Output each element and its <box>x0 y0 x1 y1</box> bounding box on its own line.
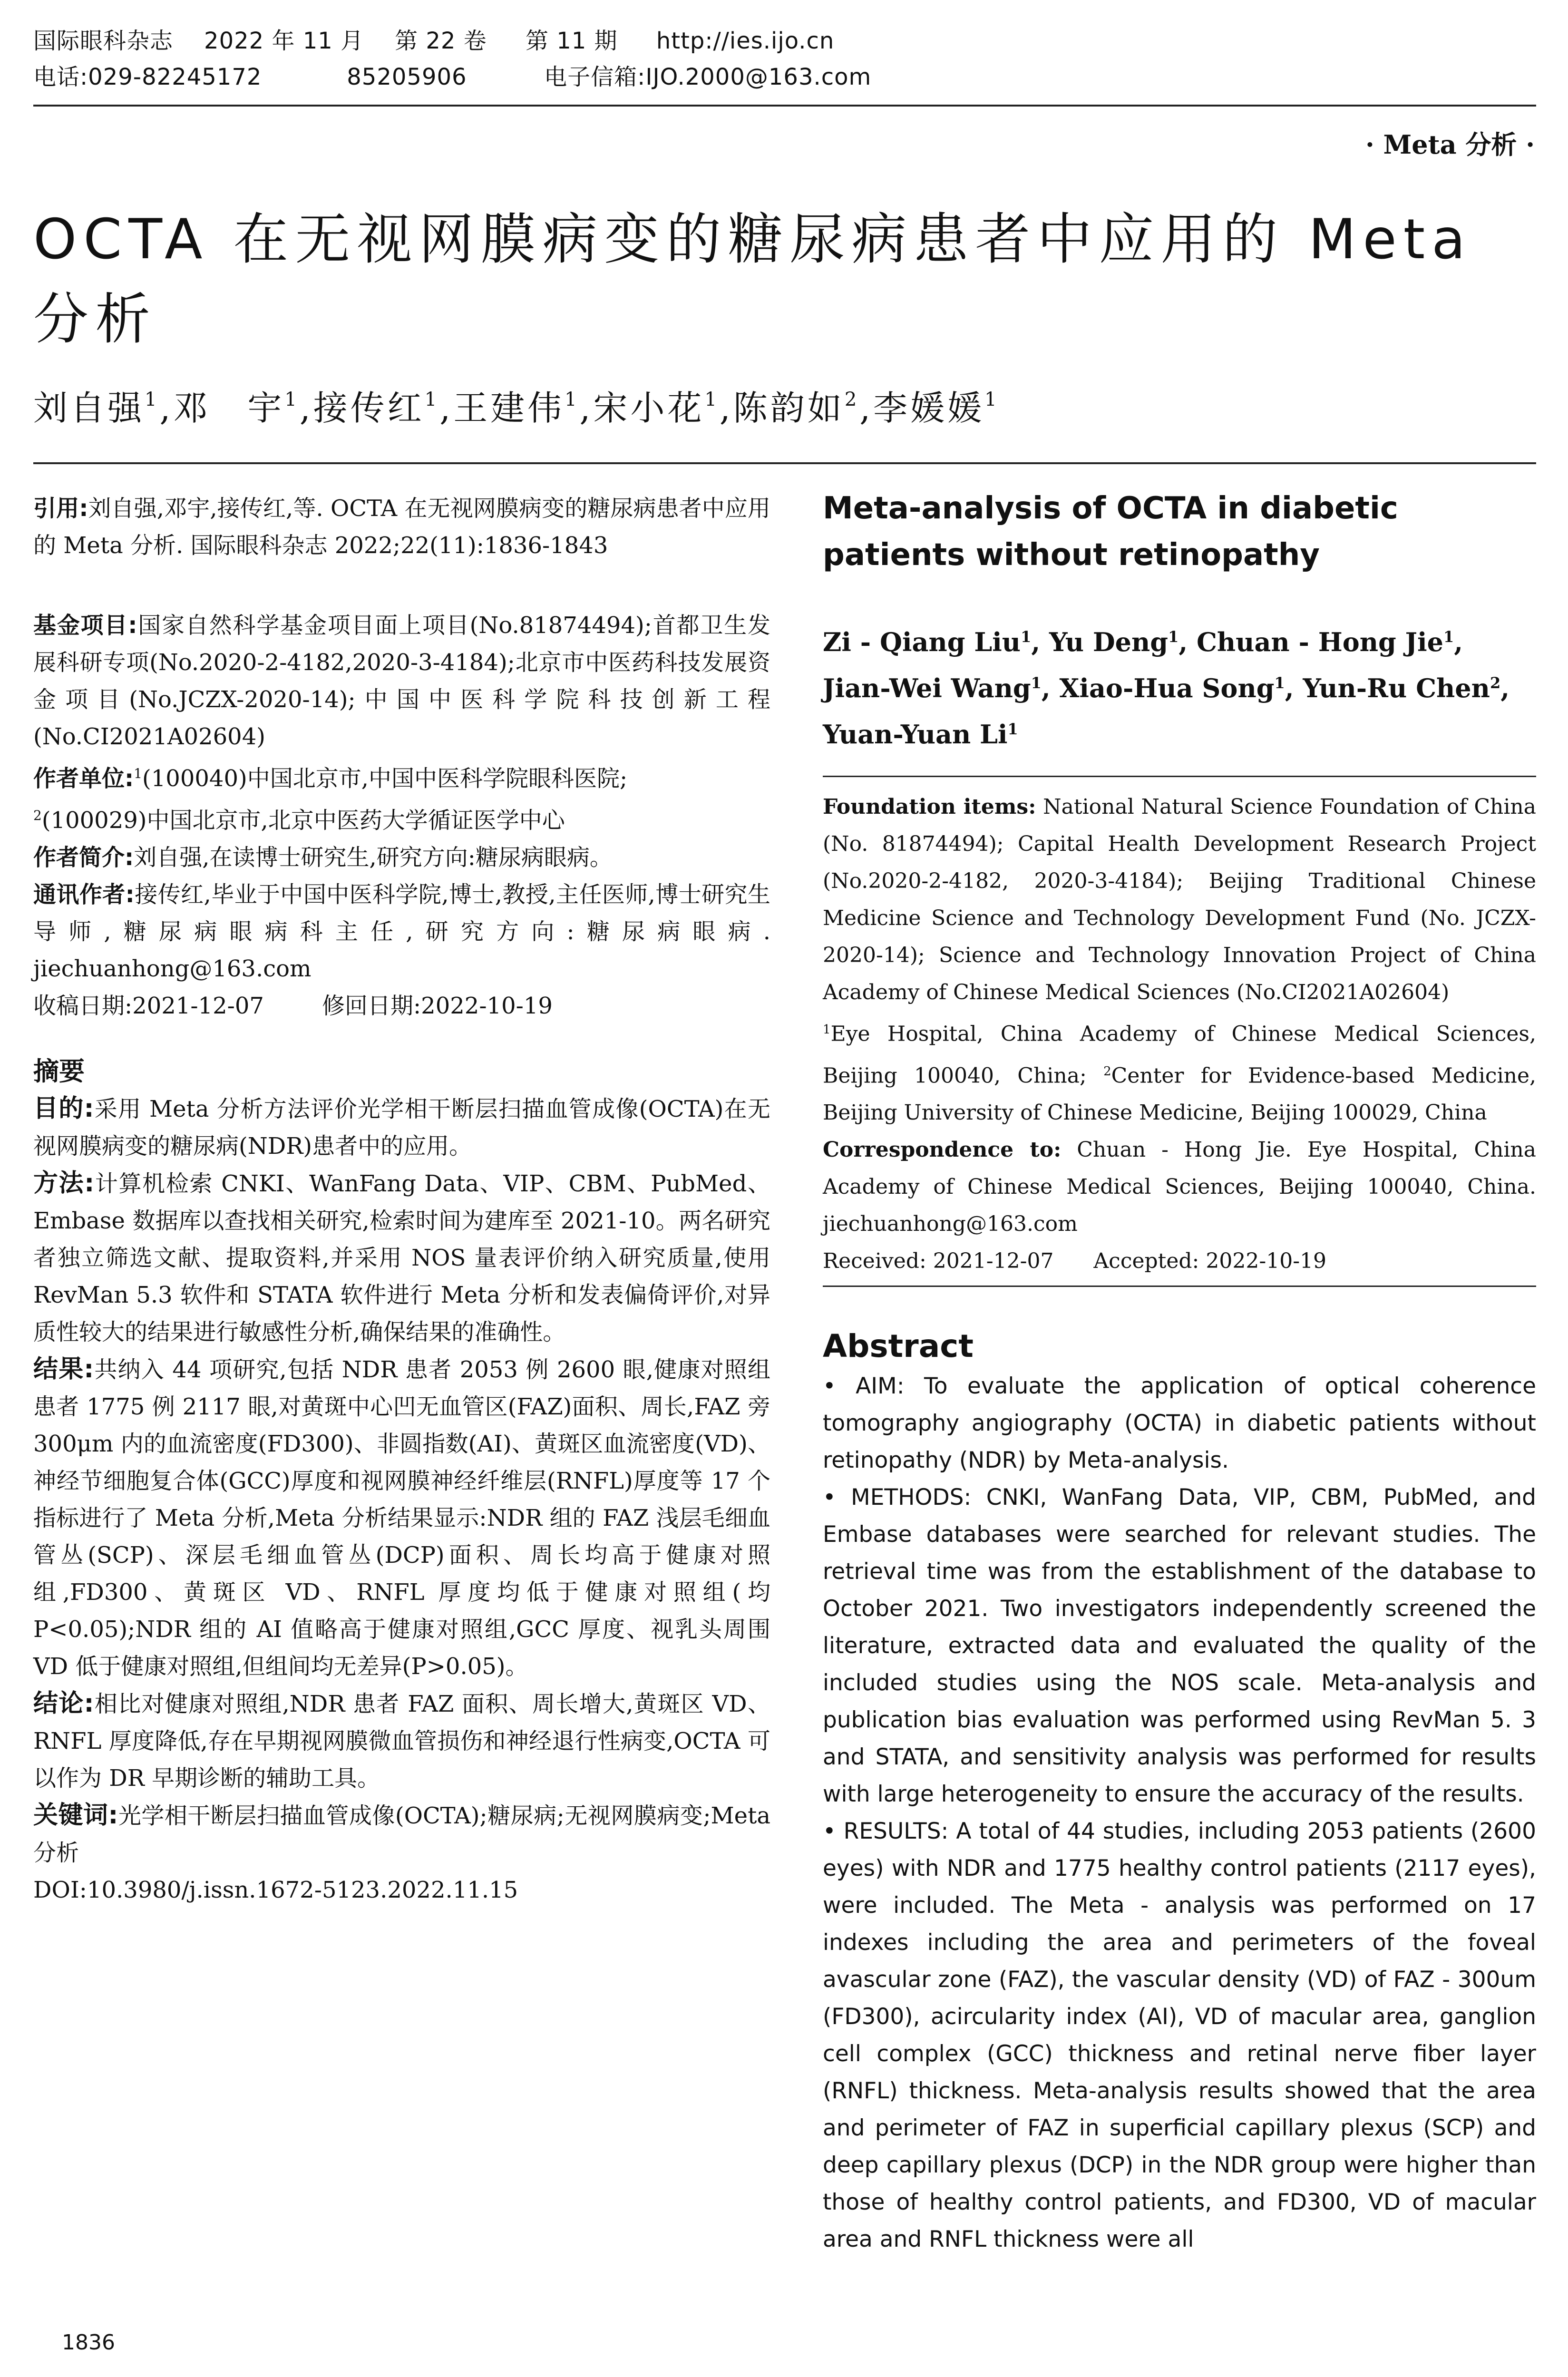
doi: DOI:10.3980/j.issn.1672-5123.2022.11.15 <box>33 1877 518 1903</box>
fund-info: 基金项目:国家自然科学基金项目面上项目(No.81874494);首都卫生发展科研专项(No.2020-2-4182,2020-3-4184);北京市中医药科技发展资金项目(No.JCZX-2020-14);中国中医科学院科技创新工程(No.CI2021A02604) <box>33 612 770 750</box>
author-cn: 邓 宇$^1$ <box>173 388 300 428</box>
abstract-rule <box>823 1286 1536 1287</box>
english-info <box>823 789 1536 1280</box>
keywords-cn: 关键词:光学相干断层扫描血管成像(OCTA);糖尿病;无视网膜病变;Meta 分析 <box>33 1801 770 1866</box>
author-affiliation: 作者单位:$^1$(100040)中国北京市,中国中医科学院眼科医院; $^2$(100029)中国北京市,北京中医药大学循证医学中心 <box>33 765 628 834</box>
author-en: Chuan - Hong Jie$^1$ <box>1196 627 1454 657</box>
author-cn: 李媛媛$^1$ <box>873 388 1000 428</box>
right-column <box>823 485 1536 2258</box>
english-title: Meta-analysis of OCTA in diabetic patients without retinopathy <box>823 491 1398 573</box>
left-column <box>33 490 770 1909</box>
foundation-en: Foundation items: National Natural Science Foundation of China (No. 81874494); Capital Health Development Research Project (No.2020-2-4182, 2020-3-4184); Beijing Traditional Chinese Medicine Science and Technology Development Fund (No. JCZX-2020-14); Science and Technology Innovation Project of China Academy of Chinese Medical Sciences (No.CI2021A02604) <box>823 795 1536 1004</box>
author-cn: 王建伟$^1$ <box>453 388 580 428</box>
journal-header <box>33 23 1536 95</box>
correspondence-en: Correspondence to: Chuan - Hong Jie. Eye Hospital, China Academy of Chinese Medical Sciences, Beijing 100040, China. jiechuanhong@163.com <box>823 1138 1536 1237</box>
header-line-2: 电话:029-82245172 85205906 电子信箱:IJO.2000@163.com <box>33 64 872 90</box>
author-en: Yu Deng$^1$ <box>1049 627 1179 657</box>
author-cn: 接传红$^1$ <box>313 388 440 428</box>
abstract-en-methods: • METHODS: CNKI, WanFang Data, VIP, CBM, PubMed, and Embase databases were searched for relevant studies. The retrieval time was from the establishment of the database to October 2021. Two investigators independently screened the literature, extracted data and evaluated the quality of the included studies using the NOS scale. Meta-analysis and publication bias evaluation was performed using RevMan 5. 3 and STATA, and sensitivity analysis was performed for results with large heterogeneity to ensure the accuracy of the results. <box>823 1484 1536 1808</box>
author-en: Jian-Wei Wang$^1$ <box>823 673 1042 703</box>
abstract-cn-heading: 摘要 <box>33 1056 85 1086</box>
abstract-cn-aim: 目的:采用 Meta 分析方法评价光学相干断层扫描血管成像(OCTA)在无视网膜病变的糖尿病(NDR)患者中的应用。 <box>33 1094 770 1159</box>
correspondence-cn: 通讯作者:接传红,毕业于中国中医科学院,博士,教授,主任医师,博士研究生导师,糖尿病眼病科主任,研究方向:糖尿病眼病. jiechuanhong@163.com <box>33 881 770 982</box>
author-cn: 刘自强$^1$ <box>33 388 160 428</box>
author-en: Yun-Ru Chen$^2$ <box>1303 673 1501 703</box>
dates-cn: 收稿日期:2021-12-07 修回日期:2022-10-19 <box>33 993 553 1019</box>
author-en: Zi - Qiang Liu$^1$ <box>823 627 1032 657</box>
dates-en: Received: 2021-12-07 Accepted: 2022-10-19 <box>823 1249 1327 1274</box>
article-title: OCTA 在无视网膜病变的糖尿病患者中应用的 Meta 分析 <box>33 207 1472 351</box>
abstract-cn-conclusion: 结论:相比对健康对照组,NDR 患者 FAZ 面积、周长增大,黄斑区 VD、RNFL 厚度降低,存在早期视网膜微血管损伤和神经退行性病变,OCTA 可以作为 DR 早期诊断的辅助工具。 <box>33 1689 770 1792</box>
abstract-en-aim: • AIM: To evaluate the application of optical coherence tomography angiography (OCTA) in diabetic patients without retinopathy (NDR) by Meta-analysis. <box>823 1373 1536 1474</box>
citation: 引用:刘自强,邓宇,接传红,等. OCTA 在无视网膜病变的糖尿病患者中应用的 Meta 分析. 国际眼科杂志 2022;22(11):1836-1843 <box>33 495 770 559</box>
english-info-rule <box>823 776 1536 777</box>
authors-english: Zi - Qiang Liu$^1$, Yu Deng$^1$, Chuan - Hong Jie$^1$, Jian-Wei Wang$^1$, Xiao-Hua Song$^1$, Yun-Ru Chen$^2$, Yuan-Yuan Li$^1$ <box>823 627 1510 750</box>
abstract-en <box>823 1368 1536 2258</box>
affiliation-en: $^1$Eye Hospital, China Academy of Chinese Medical Sciences, Beijing 100040, China; $^2$Center for Evidence-based Medicine, Beijing University of Chinese Medicine, Beijing 100029, China <box>823 1022 1537 1125</box>
section-tag: · Meta 分析 · <box>1365 129 1535 160</box>
abstract-en-heading: Abstract <box>823 1328 974 1365</box>
header-line-1: 国际眼科杂志 2022 年 11 月 第 22 卷 第 11 期 http://ies.ijo.cn <box>33 28 835 54</box>
author-en: Xiao-Hua Song$^1$ <box>1059 673 1285 703</box>
author-intro: 作者简介:刘自强,在读博士研究生,研究方向:糖尿病眼病。 <box>33 844 613 871</box>
author-cn: 宋小花$^1$ <box>593 388 720 428</box>
header-rule <box>33 105 1536 107</box>
abstract-en-results: • RESULTS: A total of 44 studies, including 2053 patients (2600 eyes) with NDR and 1775 healthy control patients (2117 eyes), were included. The Meta - analysis was performed on 17 indexes including the area and perimeters of the foveal avascular zone (FAZ), the vascular density (VD) of FAZ - 300um (FD300), acircularity index (AI), VD of macular area, ganglion cell complex (GCC) thickness and retinal nerve fiber layer (RNFL) thickness. Meta-analysis results showed that the area and perimeter of FAZ in superficial capillary plexus (SCP) and deep capillary plexus (DCP) in the NDR group were higher than those of healthy control patients, and FD300, VD of macular area and RNFL thickness were all <box>823 1818 1536 2253</box>
abstract-cn-methods: 方法:计算机检索 CNKI、WanFang Data、VIP、CBM、PubMed、Embase 数据库以查找相关研究,检索时间为建库至 2021-10。两名研究者独立筛选文献、提取资料,并采用 NOS 量表评价纳入研究质量,使用 RevMan 5.3 软件和 STATA 软件进行 Meta 分析和发表偏倚评价,对异质性较大的结果进行敏感性分析,确保结果的准确性。 <box>33 1169 770 1345</box>
authors-chinese: 刘自强$^1$,邓 宇$^1$,接传红$^1$,王建伟$^1$,宋小花$^1$,陈韵如$^2$,李媛媛$^1$ <box>33 388 1000 428</box>
author-cn: 陈韵如$^2$ <box>733 388 860 428</box>
title-divider <box>33 462 1536 464</box>
page-number: 1836 <box>62 2330 115 2355</box>
author-en: Yuan-Yuan Li$^1$ <box>823 719 1018 750</box>
abstract-cn-results: 结果:共纳入 44 项研究,包括 NDR 患者 2053 例 2600 眼,健康对照组患者 1775 例 2117 眼,对黄斑中心凹无血管区(FAZ)面积、周长,FAZ 旁 300μm 内的血流密度(FD300)、非圆指数(AI)、黄斑区血流密度(VD)、神经节细胞复合体(GCC)厚度和视网膜神经纤维层(RNFL)厚度等 17 个指标进行了 Meta 分析,Meta 分析结果显示:NDR 组的 FAZ 浅层毛细血管丛(SCP)、深层毛细血管丛(DCP)面积、周长均高于健康对照组,FD300、黄斑区 VD、RNFL 厚度均低于健康对照组(均 P<0.05);NDR 组的 AI 值略高于健康对照组,GCC 厚度、视乳头周围 VD 低于健康对照组,但组间均无差异(P>0.05)。 <box>33 1355 770 1680</box>
